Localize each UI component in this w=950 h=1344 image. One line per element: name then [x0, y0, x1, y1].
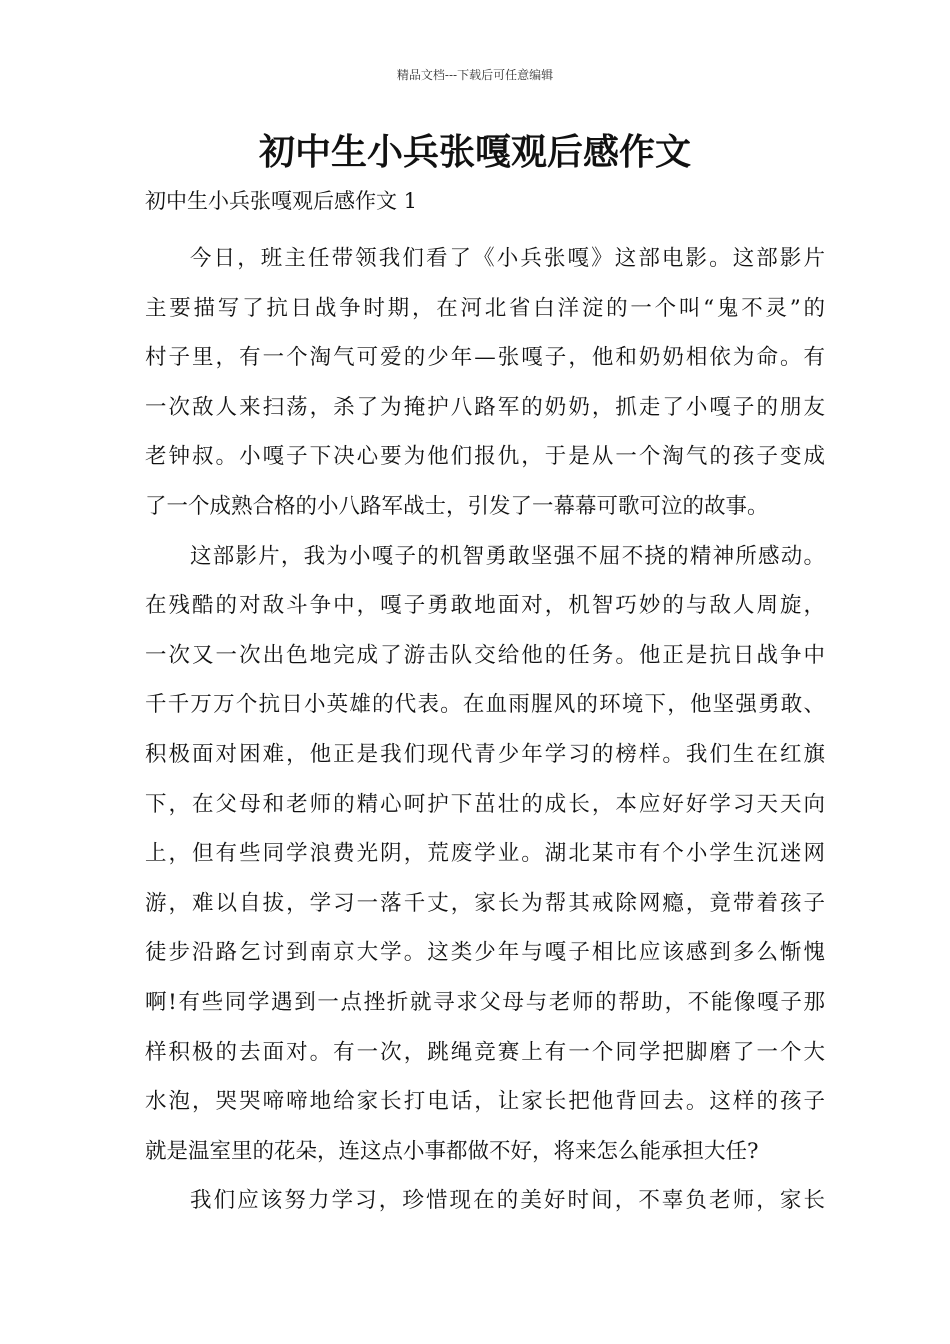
- text-line: 老钟叔。小嘎子下决心要为他们报仇，于是从一个淘气的孩子变成: [145, 444, 825, 470]
- text-line: 在残酷的对敌斗争中，嘎子勇敢地面对，机智巧妙的与敌人周旋，: [145, 593, 825, 619]
- document-body: [145, 234, 825, 1226]
- text-line: 积极面对困难，他正是我们现代青少年学习的榜样。我们生在红旗: [145, 741, 825, 767]
- text-line: 游，难以自拔，学习一落千丈，家长为帮其戒除网瘾，竟带着孩子: [145, 890, 825, 916]
- text-line: 就是温室里的花朵，连这点小事都做不好，将来怎么能承担大任?: [145, 1138, 759, 1164]
- text-line: 村子里，有一个淘气可爱的少年—张嘎子，他和奶奶相依为命。有: [145, 345, 825, 371]
- text-line: 主要描写了抗日战争时期，在河北省白洋淀的一个叫“鬼不灵”的: [145, 295, 825, 321]
- text-line: 今日，班主任带领我们看了《小兵张嘎》这部电影。这部影片: [190, 246, 825, 271]
- text-line: 样积极的去面对。有一次，跳绳竞赛上有一个同学把脚磨了一个大: [145, 1039, 825, 1065]
- text-line: 上，但有些同学浪费光阴，荒废学业。湖北某市有个小学生沉迷网: [145, 841, 825, 867]
- text-line: 这部影片，我为小嘎子的机智勇敢坚强不屈不挠的精神所感动。: [190, 543, 825, 569]
- document-subtitle: 初中生小兵张嘎观后感作文 1: [145, 189, 418, 213]
- text-line: 一次敌人来扫荡，杀了为掩护八路军的奶奶，抓走了小嘎子的朋友: [145, 394, 825, 420]
- text-line: 徒步沿路乞讨到南京大学。这类少年与嘎子相比应该感到多么惭愧: [145, 940, 825, 966]
- text-line: 水泡，哭哭啼啼地给家长打电话，让家长把他背回去。这样的孩子: [145, 1089, 825, 1115]
- text-line: 一次又一次出色地完成了游击队交给他的任务。他正是抗日战争中: [145, 642, 825, 668]
- text-line: 啊!有些同学遇到一点挫折就寻求父母与老师的帮助，不能像嘎子那: [145, 989, 825, 1015]
- page-header: 精品文档---下载后可任意编辑: [396, 68, 554, 82]
- text-line: 千千万万个抗日小英雄的代表。在血雨腥风的环境下，他坚强勇敢、: [145, 692, 825, 718]
- text-line: 了一个成熟合格的小八路军战士，引发了一幕幕可歌可泣的故事。: [145, 493, 769, 519]
- text-line: 我们应该努力学习，珍惜现在的美好时间，不辜负老师，家长: [190, 1188, 825, 1214]
- document-title: 初中生小兵张嘎观后感作文: [258, 131, 691, 173]
- text-line: 下，在父母和老师的精心呵护下茁壮的成长，本应好好学习天天向: [145, 791, 825, 817]
